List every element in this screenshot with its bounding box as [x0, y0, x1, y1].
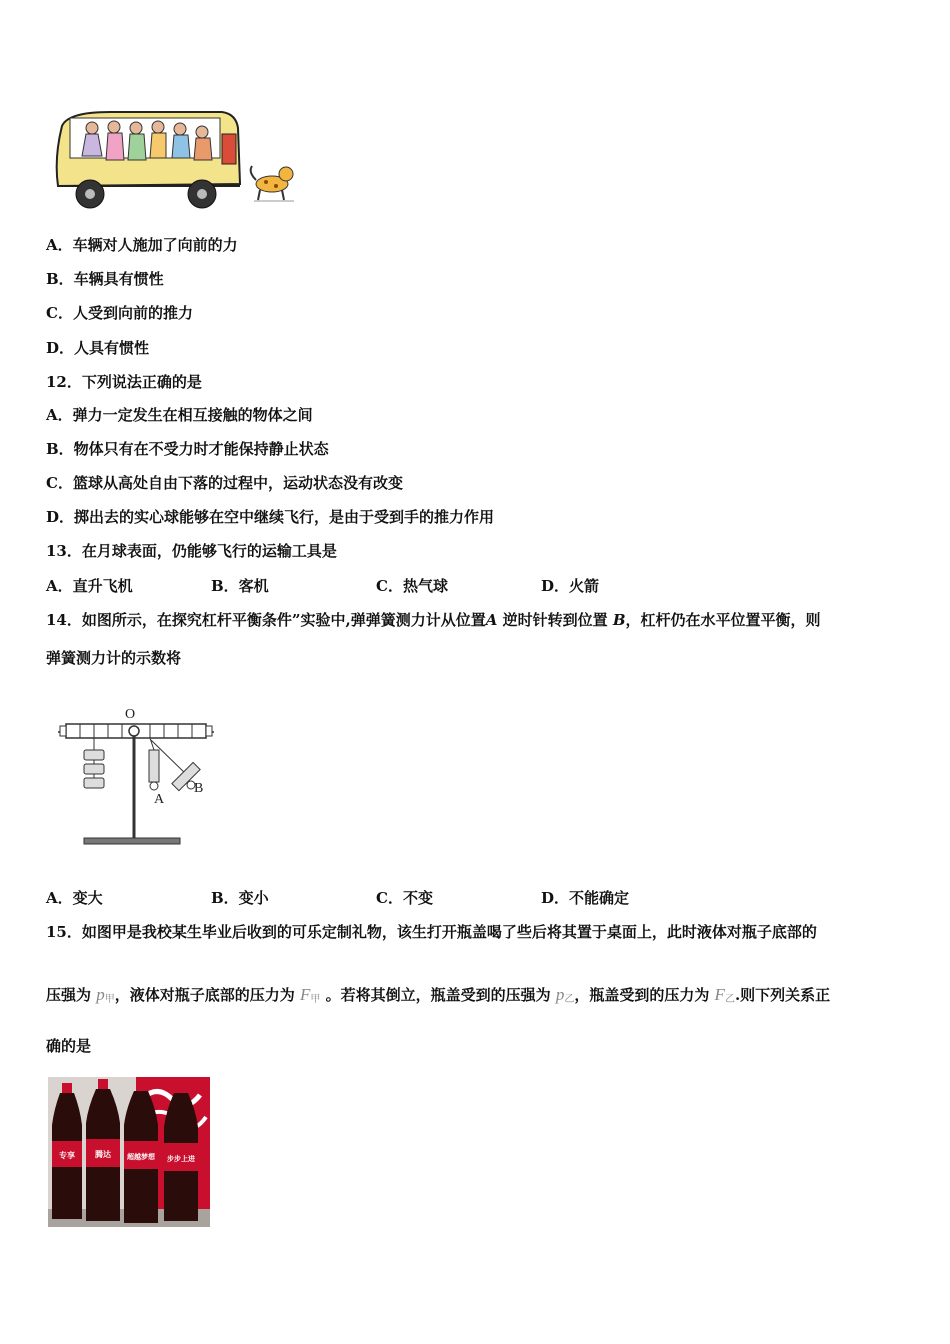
q13-option-a: A．直升飞机 — [46, 577, 133, 595]
q11-option-c: C．人受到向前的推力 — [46, 304, 193, 322]
q14-point-a: A — [485, 611, 498, 629]
dog-icon — [251, 166, 294, 201]
q11-option-d: D．人具有惯性 — [46, 339, 150, 357]
svg-text:专享: 专享 — [59, 1151, 75, 1160]
q14-point-b: B — [612, 611, 626, 629]
q13-option-c: C．热气球 — [376, 577, 448, 595]
q12-option-d: D．掷出去的实心球能够在空中继续飞行，是由于受到手的推力作用 — [46, 508, 495, 526]
q11-option-b: B．车辆具有惯性 — [46, 270, 164, 288]
symbol-p: p — [96, 985, 105, 1004]
position-label-a: A — [154, 792, 165, 807]
q14-option-d: D．不能确定 — [541, 889, 630, 907]
q15-stem-line2: 压强为 $p_甲$，液体对瓶子底部的压力为 $F_甲$ 。若将其倒立，瓶盖受到的压强为 $p_乙$，瓶盖受到的压力为 $F_乙$.则下列关系正 — [46, 985, 831, 1005]
q14-stem-line2: 弹簧测力计的示数将 — [46, 649, 182, 667]
q12-option-a: A．弹力一定发生在相互接触的物体之间 — [46, 406, 313, 424]
q14-option-a: A．变大 — [46, 889, 103, 907]
q13-option-d: D．火箭 — [541, 577, 600, 595]
lever-diagram — [54, 700, 224, 855]
position-label-b: B — [194, 781, 204, 796]
q14-stem-line1: 14．如图所示，在探究杠杆平衡条件”实验中,弹弹簧测力计从位置A 逆时针转到位置 B，杠杆仍在水平位置平衡，则 — [46, 611, 821, 629]
svg-text:超越梦想: 超越梦想 — [127, 1153, 155, 1161]
q12-option-c: C．篮球从高处自由下落的过程中，运动状态没有改变 — [46, 474, 403, 492]
svg-text:步步上进: 步步上进 — [167, 1155, 195, 1163]
q13-stem: 13．在月球表面，仍能够飞行的运输工具是 — [46, 542, 337, 560]
q15-stem-line1: 15．如图甲是我校某生毕业后收到的可乐定制礼物，该生打开瓶盖喝了些后将其置于桌面上，此时液体对瓶子底部的 — [46, 923, 817, 941]
q12-stem: 12．下列说法正确的是 — [46, 373, 202, 391]
q11-option-a: A．车辆对人施加了向前的力 — [46, 236, 238, 254]
q14-option-b: B．变小 — [211, 889, 269, 907]
bus-illustration — [50, 108, 300, 214]
pivot-label-o: O — [125, 707, 136, 722]
q13-option-b: B．客机 — [211, 577, 269, 595]
cola-bottles-photo — [48, 1077, 210, 1227]
svg-text:腾达: 腾达 — [95, 1150, 111, 1159]
symbol-f: F — [299, 985, 311, 1004]
q12-option-b: B．物体只有在不受力时才能保持静止状态 — [46, 440, 329, 458]
q15-stem-line3: 确的是 — [46, 1037, 92, 1055]
q14-option-c: C．不变 — [376, 889, 433, 907]
